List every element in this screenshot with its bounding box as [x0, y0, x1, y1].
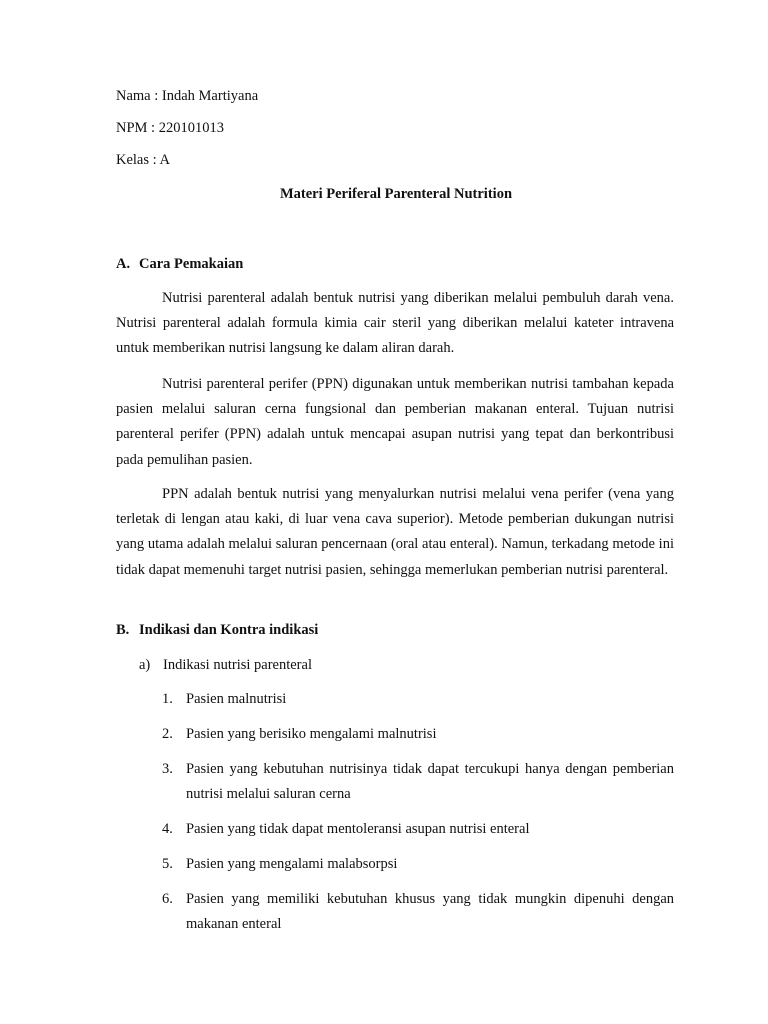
student-npm: NPM : 220101013	[116, 120, 224, 136]
list-item-number: 2.	[162, 726, 173, 742]
section-b-title: Indikasi dan Kontra indikasi	[139, 622, 319, 638]
section-b-marker: B.	[116, 622, 130, 638]
section-a-title: Cara Pemakaian	[139, 256, 244, 272]
list-item	[162, 722, 674, 747]
list-item-number: 6.	[162, 891, 173, 907]
section-a-paragraph-2: Nutrisi parenteral perifer (PPN) digunakan untuk memberikan nutrisi tambahan kepada pasien melalui saluran cerna fungsional dan pemberian makanan enteral. Tujuan nutrisi parenteral perifer (PPN) adalah untuk mencapai asupan nutrisi yang tepat dan berkontribusi pada pemulihan pasien.	[116, 376, 674, 468]
subsection-a-marker: a)	[139, 657, 151, 673]
list-item	[162, 887, 674, 937]
list-item-number: 1.	[162, 691, 173, 707]
list-item-number: 3.	[162, 761, 173, 777]
document-title: Materi Periferal Parenteral Nutrition	[279, 186, 513, 202]
list-item	[162, 757, 674, 807]
list-item-text: Pasien yang berisiko mengalami malnutrisi	[186, 726, 437, 742]
list-item	[162, 817, 674, 842]
list-item-number: 4.	[162, 821, 173, 837]
subsection-a-heading	[139, 656, 312, 674]
section-a-marker: A.	[116, 256, 131, 272]
section-a-paragraph-1: Nutrisi parenteral adalah bentuk nutrisi yang diberikan melalui pembuluh darah vena. Nutrisi parenteral adalah formula kimia cair steril yang diberikan melalui kateter intravena untuk memberikan nutrisi langsung ke dalam aliran darah.	[116, 290, 674, 357]
list-item	[162, 687, 674, 712]
list-item-number: 5.	[162, 856, 173, 872]
list-item-text: Pasien yang memiliki kebutuhan khusus yang tidak mungkin dipenuhi dengan makanan enteral	[186, 891, 674, 932]
section-a-paragraph-3: PPN adalah bentuk nutrisi yang menyalurkan nutrisi melalui vena perifer (vena yang terletak di lengan atau kaki, di luar vena cava superior). Metode pemberian dukungan nutrisi yang utama adalah melalui saluran pencernaan (oral atau enteral). Namun, terkadang metode ini tidak dapat memenuhi target nutrisi pasien, sehingga memerlukan pemberian nutrisi parenteral.	[116, 486, 674, 578]
student-class: Kelas : A	[116, 152, 170, 168]
list-item-text: Pasien yang mengalami malabsorpsi	[186, 856, 398, 872]
list-item	[162, 852, 674, 877]
list-item-text: Pasien malnutrisi	[186, 691, 287, 707]
section-b-heading	[116, 621, 318, 639]
section-a-heading	[116, 255, 243, 273]
list-item-text: Pasien yang tidak dapat mentoleransi asupan nutrisi enteral	[186, 821, 530, 837]
subsection-a-label: Indikasi nutrisi parenteral	[163, 657, 312, 673]
list-item-text: Pasien yang kebutuhan nutrisinya tidak dapat tercukupi hanya dengan pemberian nutrisi melalui saluran cerna	[186, 761, 674, 802]
student-name: Nama : Indah Martiyana	[116, 88, 259, 104]
